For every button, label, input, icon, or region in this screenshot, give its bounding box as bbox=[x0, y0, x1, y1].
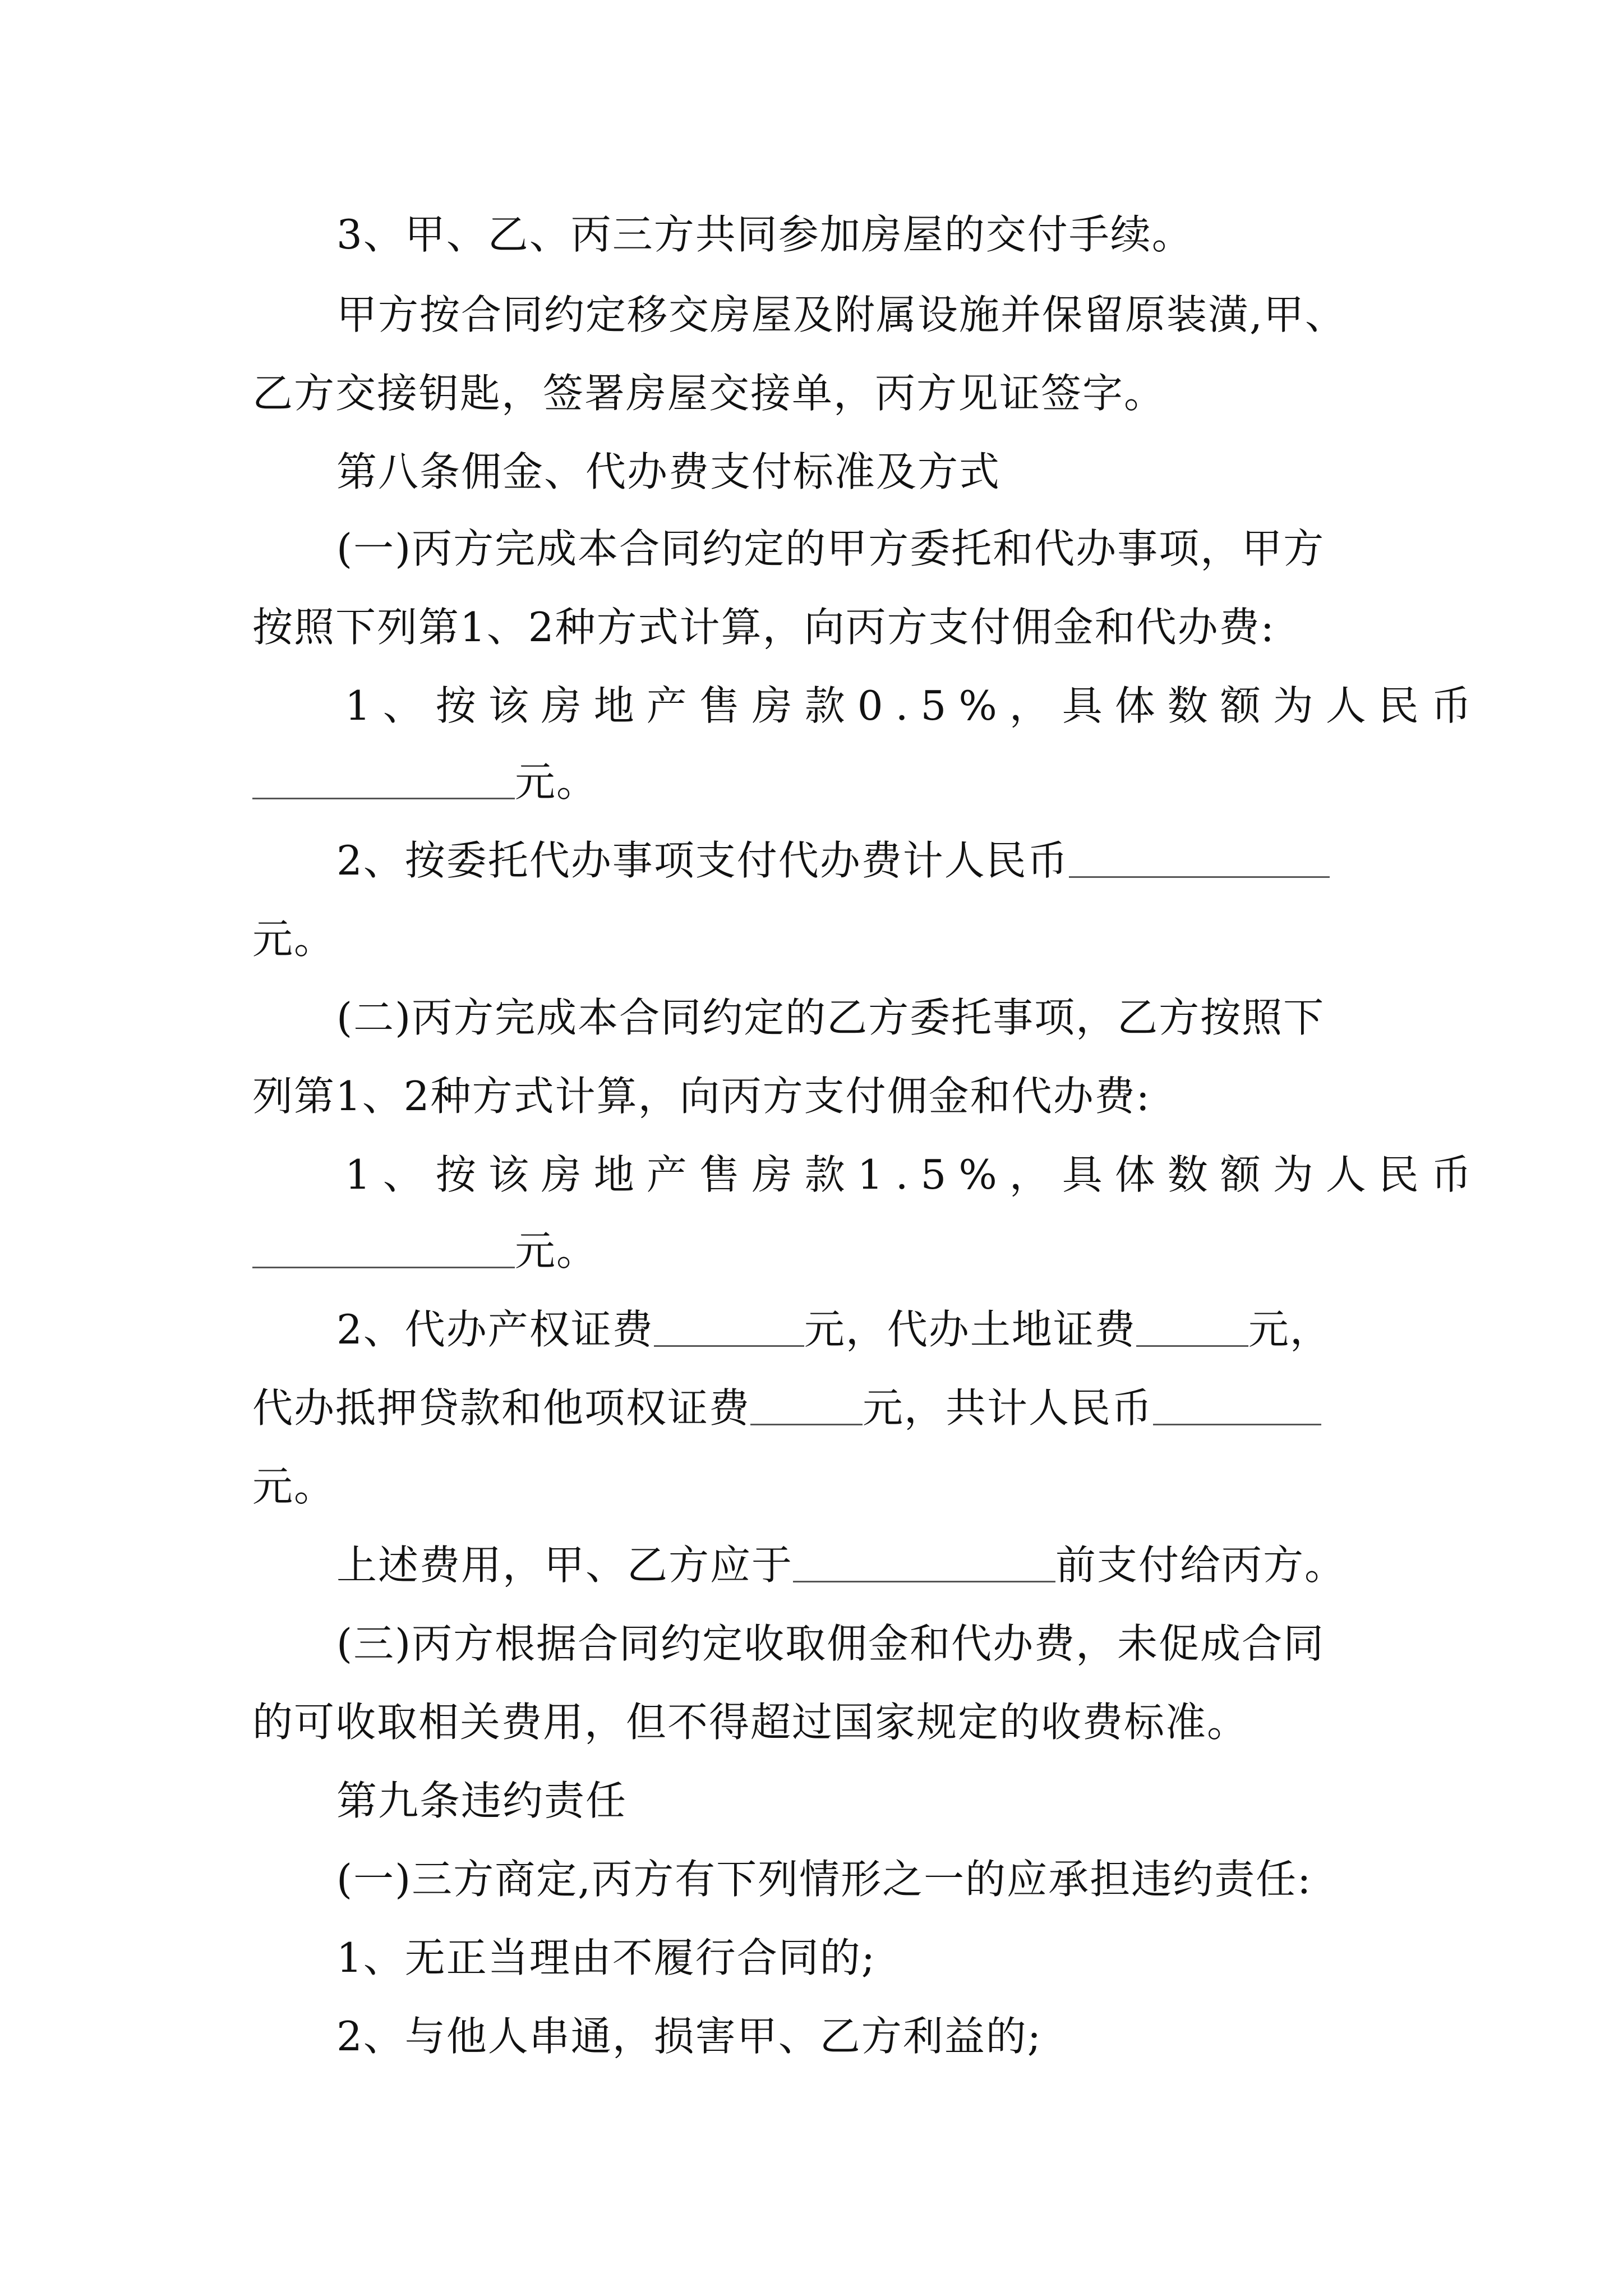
clause-9-1-item-1: 1、无正当理由不履行合同的; bbox=[336, 1934, 877, 1981]
clause-8-1-item-2: 2、按委托代办事项支付代办费计人民币 bbox=[336, 840, 1330, 881]
blank-field[interactable] bbox=[1153, 1390, 1321, 1425]
paragraph-handover-line-1: 甲方按合同约定移交房屋及附属设施并保留原装潢,甲、 bbox=[336, 291, 1347, 338]
article-9-heading: 第九条违约责任 bbox=[336, 1777, 628, 1824]
blank-field[interactable] bbox=[793, 1547, 1055, 1582]
blank-field[interactable] bbox=[252, 764, 515, 799]
clause-9-1-intro: (一)三方商定,丙方有下列情形之一的应承担违约责任: bbox=[336, 1856, 1312, 1903]
clause-8-1-item-2-unit: 元。 bbox=[252, 915, 336, 963]
clause-8-1-item-1: 1、按该房地产售房款0.5%，具体数额为人民币 bbox=[345, 682, 1484, 729]
clause-8-3-line-2: 的可收取相关费用，但不得超过国家规定的收费标准。 bbox=[252, 1699, 1249, 1746]
payment-deadline: 上述费用，甲、乙方应于 前支付给丙方。 bbox=[336, 1542, 1347, 1589]
clause-8-2-line-2: 列第1、2种方式计算，向丙方支付佣金和代办费: bbox=[252, 1073, 1151, 1120]
blank-field[interactable] bbox=[252, 1233, 515, 1268]
blank-field[interactable] bbox=[1136, 1312, 1248, 1347]
paragraph-delivery-procedure: 3、甲、乙、丙三方共同参加房屋的交付手续。 bbox=[336, 211, 1193, 258]
paragraph-handover-line-2: 乙方交接钥匙，签署房屋交接单，丙方见证签字。 bbox=[252, 370, 1166, 417]
clause-8-2-line-1: (二)丙方完成本合同约定的乙方委托事项，乙方按照下 bbox=[336, 994, 1325, 1041]
clause-8-1-item-1-amount: 元。 bbox=[252, 762, 598, 802]
clause-8-2-item-1: 1、按该房地产售房款1.5%，具体数额为人民币 bbox=[345, 1151, 1484, 1198]
clause-8-1-line-1: (一)丙方完成本合同约定的甲方委托和代办事项，甲方 bbox=[336, 525, 1325, 572]
clause-8-2-item-2-unit: 元。 bbox=[252, 1463, 336, 1510]
clause-8-2-item-2-line-1: 2、代办产权证费 元，代办土地证费 元， bbox=[336, 1306, 1331, 1353]
blank-field[interactable] bbox=[1069, 843, 1330, 878]
article-8-heading: 第八条佣金、代办费支付标准及方式 bbox=[336, 448, 1001, 495]
blank-field[interactable] bbox=[750, 1390, 863, 1425]
blank-field[interactable] bbox=[654, 1312, 804, 1347]
clause-8-3-line-1: (三)丙方根据合同约定收取佣金和代办费，未促成合同 bbox=[336, 1620, 1325, 1667]
clause-9-1-item-2: 2、与他人串通，损害甲、乙方利益的; bbox=[336, 2013, 1043, 2060]
clause-8-2-item-1-amount: 元。 bbox=[252, 1231, 598, 1271]
clause-8-2-item-2-line-2: 代办抵押贷款和他项权证费 元，共计人民币 bbox=[252, 1388, 1321, 1428]
clause-8-1-line-2: 按照下列第1、2种方式计算，向丙方支付佣金和代办费: bbox=[252, 604, 1275, 651]
